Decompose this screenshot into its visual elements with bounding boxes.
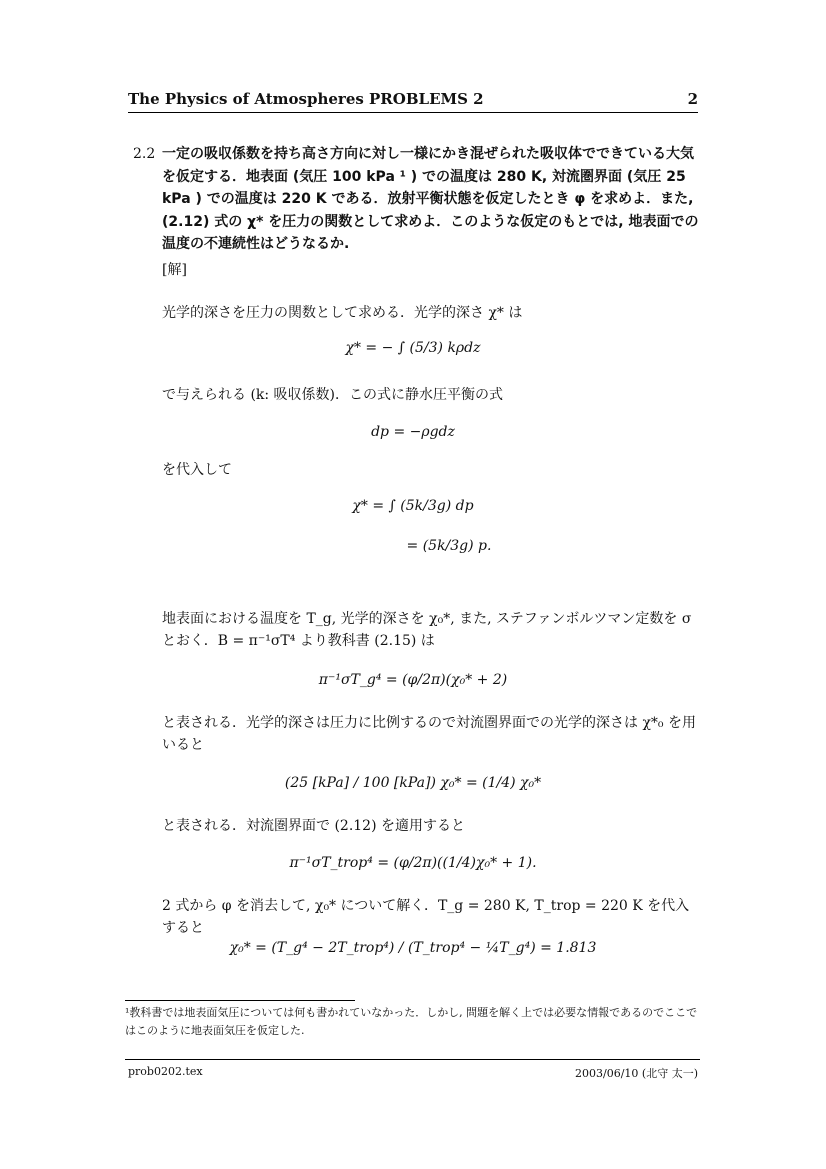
equation-hydrostatic: dp = −ρgdz (371, 424, 455, 440)
problem-number: 2.2 (133, 146, 156, 162)
solution-paragraph-3: を代入して (162, 462, 232, 478)
problem-statement: 一定の吸収係数を持ち高さ方向に対し一様にかき混ぜられた吸収体でできている大気を仮定する．地表面 (気圧 100 kPa ¹ ) での温度は 280 K, 対流圏界面 (気圧 25 kPa ) での温度は 220 K である．放射平衡状態を仮定したとき φ を求めよ．また, (2.12) 式の χ* を圧力の関数として求めよ．このような仮定のもとでは, 地表面での温度の不連続性はどうなるか. (162, 146, 699, 252)
equation-pressure-ratio: (25 [kPa] / 100 [kPa]) χ₀* = (1/4) χ₀* (284, 775, 542, 791)
solution-paragraph-7: 2 式から φ を消去して, χ₀* について解く．T_g = 280 K, T_trop = 220 K を代入すると (162, 898, 690, 936)
equation-optical-depth-integral: χ* = − ∫ (5/3) kρdz (345, 340, 481, 356)
page-number: 2 (687, 90, 698, 108)
equation-optical-depth-step2: = (5k/3g) p. (406, 538, 492, 554)
footer-date-author: 2003/06/10 (北守 太一) (575, 1067, 698, 1080)
solution-paragraph-1: 光学的深さを圧力の関数として求める．光学的深さ χ* は (162, 305, 523, 321)
equation-surface-radiation: π⁻¹σT_g⁴ = (φ/2π)(χ₀* + 2) (318, 672, 508, 688)
equation-tropopause-radiation: π⁻¹σT_trop⁴ = (φ/2π)((1/4)χ₀* + 1). (289, 855, 537, 871)
solution-label: [解] (162, 262, 187, 278)
equation-optical-depth-step1: χ* = ∫ (5k/3g) dp (352, 498, 474, 514)
footer-filename: prob0202.tex (128, 1065, 203, 1078)
header-rule (128, 112, 698, 113)
equation-chi0-result: χ₀* = (T_g⁴ − 2T_trop⁴) / (T_trop⁴ − ¼T_g⁴) = 1.813 (229, 940, 597, 956)
solution-paragraph-6: と表される．対流圏界面で (2.12) を適用すると (162, 818, 465, 834)
running-header-title: The Physics of Atmospheres PROBLEMS 2 (128, 90, 484, 108)
footer-rule (125, 1059, 700, 1060)
solution-paragraph-5: と表される．光学的深さは圧力に比例するので対流圏界面での光学的深さは χ*₀ を用いると (162, 715, 696, 753)
footnote: ¹教科書では地表面気圧については何も書かれていなかった．しかし, 問題を解く上では必要な情報であるのでここではこのように地表面気圧を仮定した. (125, 1006, 698, 1037)
solution-paragraph-2: で与えられる (k: 吸収係数)．この式に静水圧平衡の式 (162, 387, 504, 403)
solution-paragraph-4: 地表面における温度を T_g, 光学的深さを χ₀*, また, ステファンボルツマン定数を σ とおく．B = π⁻¹σT⁴ より教科書 (2.15) は (162, 611, 692, 649)
footnote-rule (125, 1000, 355, 1001)
